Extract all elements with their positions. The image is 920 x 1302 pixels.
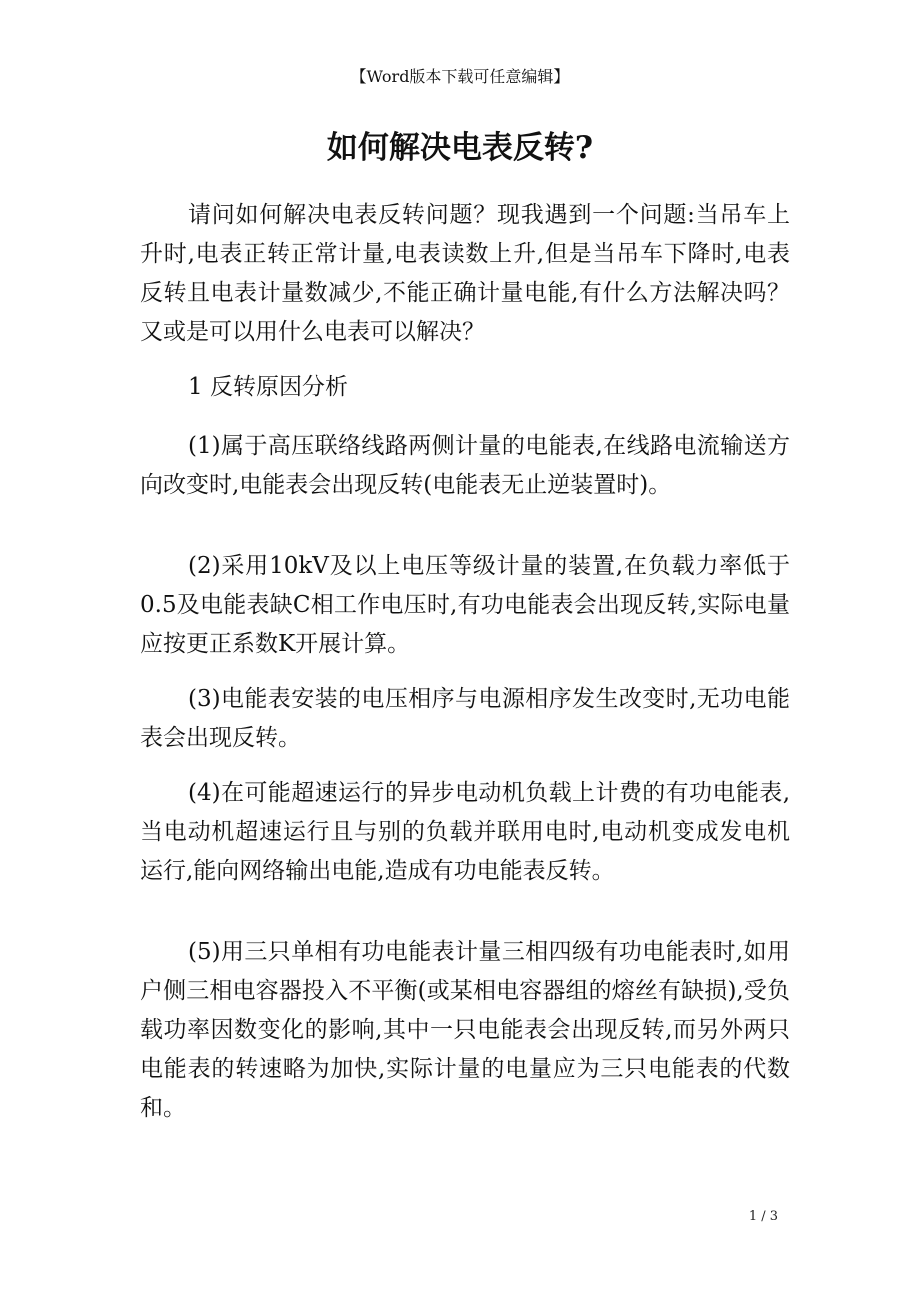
- document-title: 如何解决电表反转?: [326, 130, 594, 166]
- reason-4-paragraph: (4)在可能超速运行的异步电动机负载上计费的有功电能表,当电动机超速运行且与别的负载并联用电时,电动机变成发电机运行,能向网络输出电能,造成有功电能表反转。: [140, 780, 790, 884]
- reason-5-paragraph: (5)用三只单相有功电能表计量三相四级有功电能表时,如用户侧三相电容器投入不平衡(或某相电容器组的熔丝有缺损),受负载功率因数变化的影响,其中一只电能表会出现反转,而另外两只电能表的转速略为加快,实际计量的电量应为三只电能表的代数和。: [140, 939, 790, 1121]
- section-heading: 1 反转原因分析: [188, 374, 348, 400]
- reason-1-paragraph: (1)属于高压联络线路两侧计量的电能表,在线路电流输送方向改变时,电能表会出现反转(电能表无止逆装置时)。: [140, 433, 790, 498]
- reason-3-paragraph: (3)电能表安装的电压相序与电源相序发生改变时,无功电能表会出现反转。: [140, 686, 790, 751]
- document-body: [140, 196, 790, 1144]
- page-header: 【Word版本下载可任意编辑】: [350, 67, 570, 86]
- page-number: 1 / 3: [748, 1209, 778, 1224]
- reason-2-paragraph: (2)采用10kV及以上电压等级计量的装置,在负载力率低于0.5及电能表缺C相工作电压时,有功电能表会出现反转,实际电量应按更正系数K开展计算。: [140, 553, 790, 657]
- intro-paragraph: 请问如何解决电表反转问题？现我遇到一个问题:当吊车上升时,电表正转正常计量,电表读数上升,但是当吊车下降时,电表反转且电表计量数减少,不能正确计量电能,有什么方法解决吗？又或是可以用什么电表可以解决？: [140, 202, 790, 345]
